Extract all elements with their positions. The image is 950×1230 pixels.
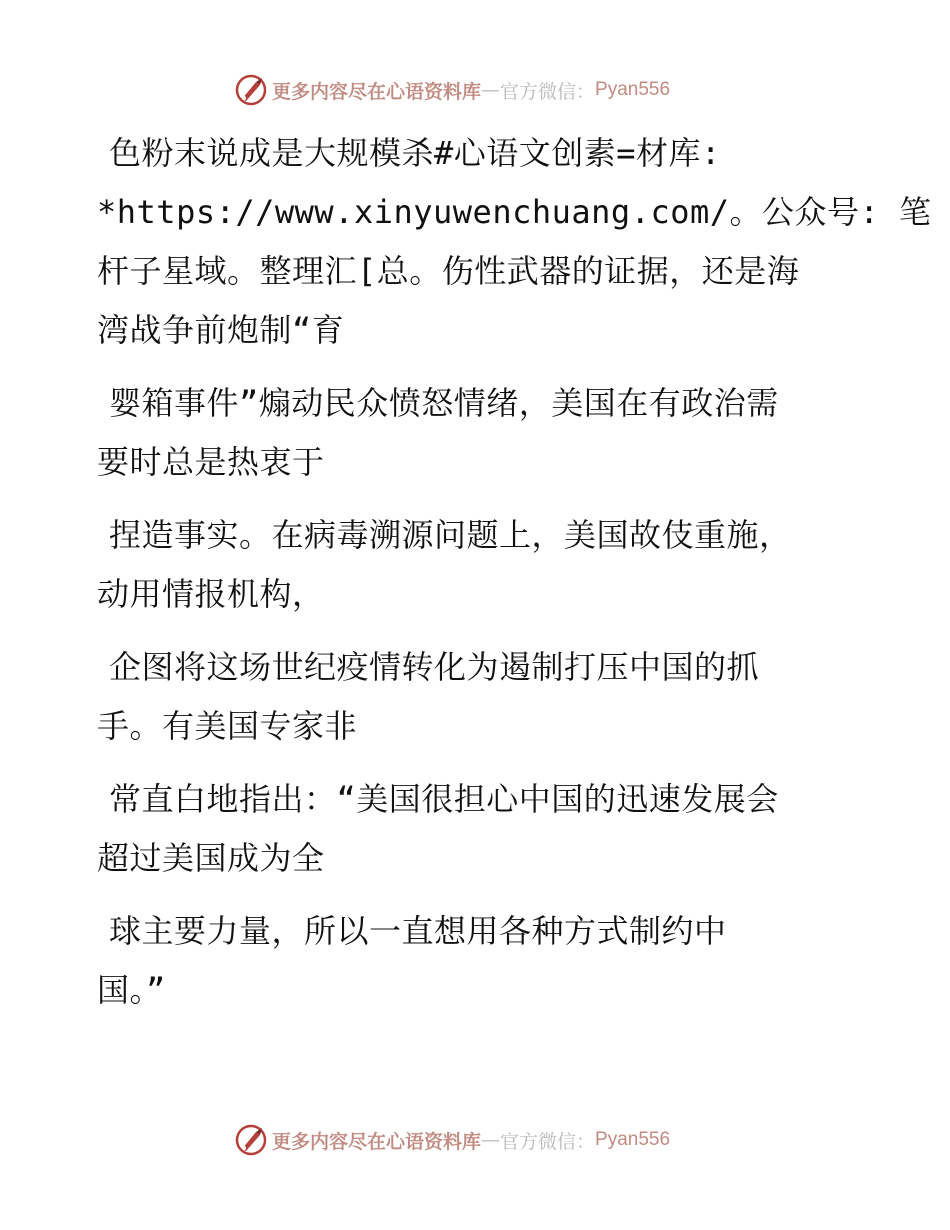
text-line: 常直白地指出：“美国很担心中国的迅速发展会 [109,780,779,818]
text-line: 湾战争前炮制“育 [97,311,345,349]
text-line: 国。” [97,971,166,1009]
footer-wechat-id: Pyan556 [595,1129,671,1150]
paragraph [97,124,932,360]
footer-banner-separator: — [481,1129,501,1151]
text-line: 超过美国成为全 [97,839,325,877]
text-line: 动用情报机构， [97,575,325,613]
text-line: *https://www.xinyuwenchuang.com/。公众号: 笔 [97,193,932,231]
paragraph [97,506,857,624]
header-banner-text: 更多内容尽在心语资料库 [272,80,482,103]
text-line: 手。有美国专家非 [97,707,358,745]
paragraph [97,902,857,1020]
footer-banner [0,1120,950,1160]
footer-banner-inner [234,1120,670,1160]
header-banner [0,70,950,110]
text-line: 要时总是热衷于 [97,443,325,481]
document-body [97,124,932,1034]
text-line: 捏造事实。在病毒溯源问题上，美国故伎重施， [109,516,792,554]
header-wechat-id: Pyan556 [595,79,671,100]
quill-pen-logo-icon [234,1123,268,1157]
header-banner-inner [234,70,670,110]
paragraph [97,638,857,756]
text-line: 球主要力量，所以一直想用各种方式制约中 [109,912,727,950]
header-banner-separator: — [481,79,501,101]
header-wechat-label: 官方微信： [500,80,596,103]
text-line: 婴箱事件”煽动民众愤怒情绪，美国在有政治需 [109,384,779,422]
paragraph [97,374,857,492]
quill-pen-logo-icon [234,73,268,107]
text-line: 企图将这场世纪疫情转化为遏制打压中国的抓 [109,648,760,686]
text-line: 色粉末说成是大规模杀#心语文创素=材库: [109,134,721,172]
footer-wechat-label: 官方微信： [500,1130,596,1153]
footer-banner-text: 更多内容尽在心语资料库 [272,1130,482,1153]
paragraph [97,770,857,888]
text-line: 杆子星域。整理汇[总。伤性武器的证据，还是海 [97,252,800,290]
